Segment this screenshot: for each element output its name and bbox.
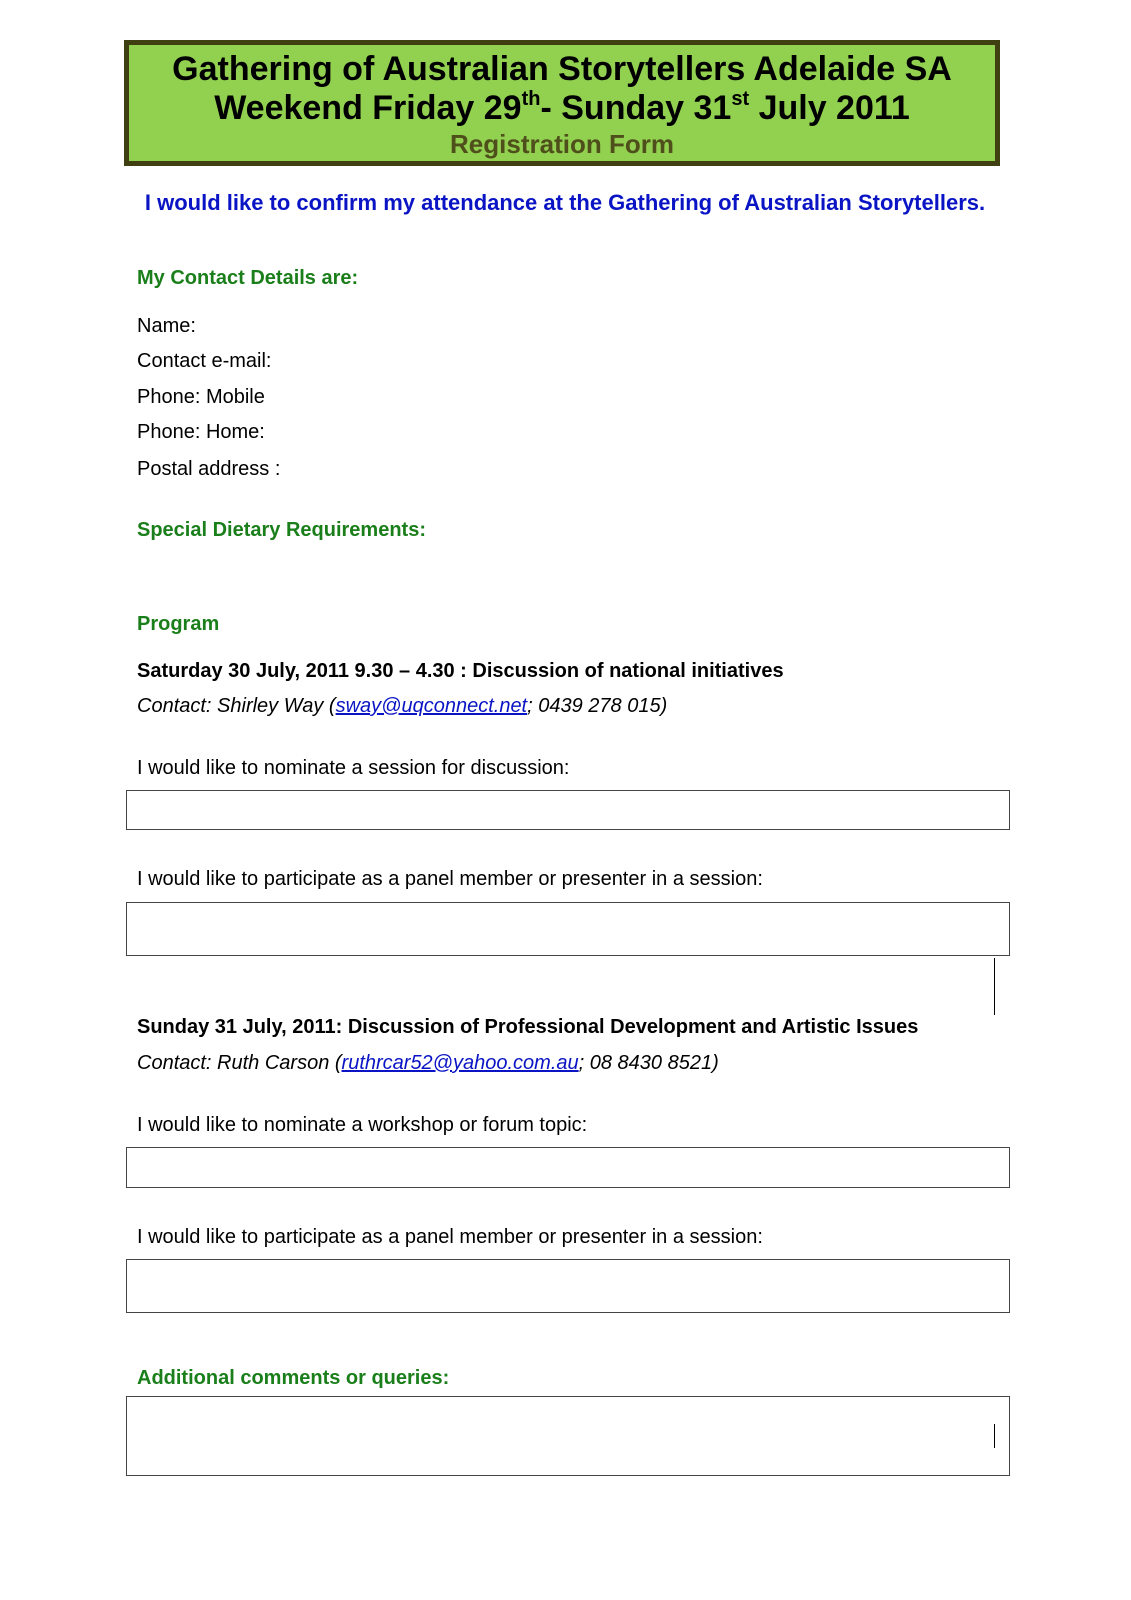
saturday-participate-label: I would like to participate as a panel member or presenter in a session: xyxy=(137,868,763,890)
home-phone-field-label[interactable]: Phone: Home: xyxy=(137,421,265,443)
sunday-participate-label: I would like to participate as a panel member or presenter in a session: xyxy=(137,1226,763,1248)
text-cursor-2 xyxy=(994,1424,995,1448)
mobile-phone-field-label[interactable]: Phone: Mobile xyxy=(137,386,265,408)
contact-details-heading: My Contact Details are: xyxy=(137,267,359,289)
saturday-email-link[interactable]: sway@uqconnect.net xyxy=(335,695,528,717)
sunday-nominate-box[interactable] xyxy=(126,1147,1010,1188)
program-heading: Program xyxy=(137,613,220,635)
postal-address-field-label[interactable]: Postal address : xyxy=(137,458,281,480)
confirm-statement: I would like to confirm my attendance at the Gathering of Australian Storytellers. xyxy=(144,190,986,215)
text-cursor xyxy=(994,958,995,1015)
saturday-title: Saturday 30 July, 2011 9.30 – 4.30 : Discussion of national initiatives xyxy=(137,660,784,682)
page-title: Gathering of Australian Storytellers Adelaide SA xyxy=(172,50,952,88)
header-banner xyxy=(124,40,1000,166)
sunday-title: Sunday 31 July, 2011: Discussion of Professional Development and Artistic Issues xyxy=(137,1016,919,1038)
sunday-contact: Contact: Ruth Carson (ruthrcar52@yahoo.com.au; 08 8430 8521) xyxy=(137,1052,719,1074)
saturday-participate-box[interactable] xyxy=(126,902,1010,956)
form-subtitle: Registration Form xyxy=(450,129,674,159)
sunday-participate-box[interactable] xyxy=(126,1259,1010,1313)
email-field-label[interactable]: Contact e-mail: xyxy=(137,350,272,372)
comments-heading: Additional comments or queries: xyxy=(137,1367,450,1389)
name-field-label[interactable]: Name: xyxy=(137,315,196,337)
saturday-nominate-box[interactable] xyxy=(126,790,1010,830)
sunday-nominate-label: I would like to nominate a workshop or forum topic: xyxy=(137,1114,588,1136)
saturday-contact: Contact: Shirley Way (sway@uqconnect.net; 0439 278 015) xyxy=(137,695,668,717)
saturday-nominate-label: I would like to nominate a session for discussion: xyxy=(137,757,570,779)
dietary-heading: Special Dietary Requirements: xyxy=(137,519,426,541)
comments-box[interactable] xyxy=(126,1396,1010,1476)
sunday-email-link[interactable]: ruthrcar52@yahoo.com.au xyxy=(341,1052,579,1074)
event-dates: Weekend Friday 29th- Sunday 31st July 2011 xyxy=(214,88,910,127)
